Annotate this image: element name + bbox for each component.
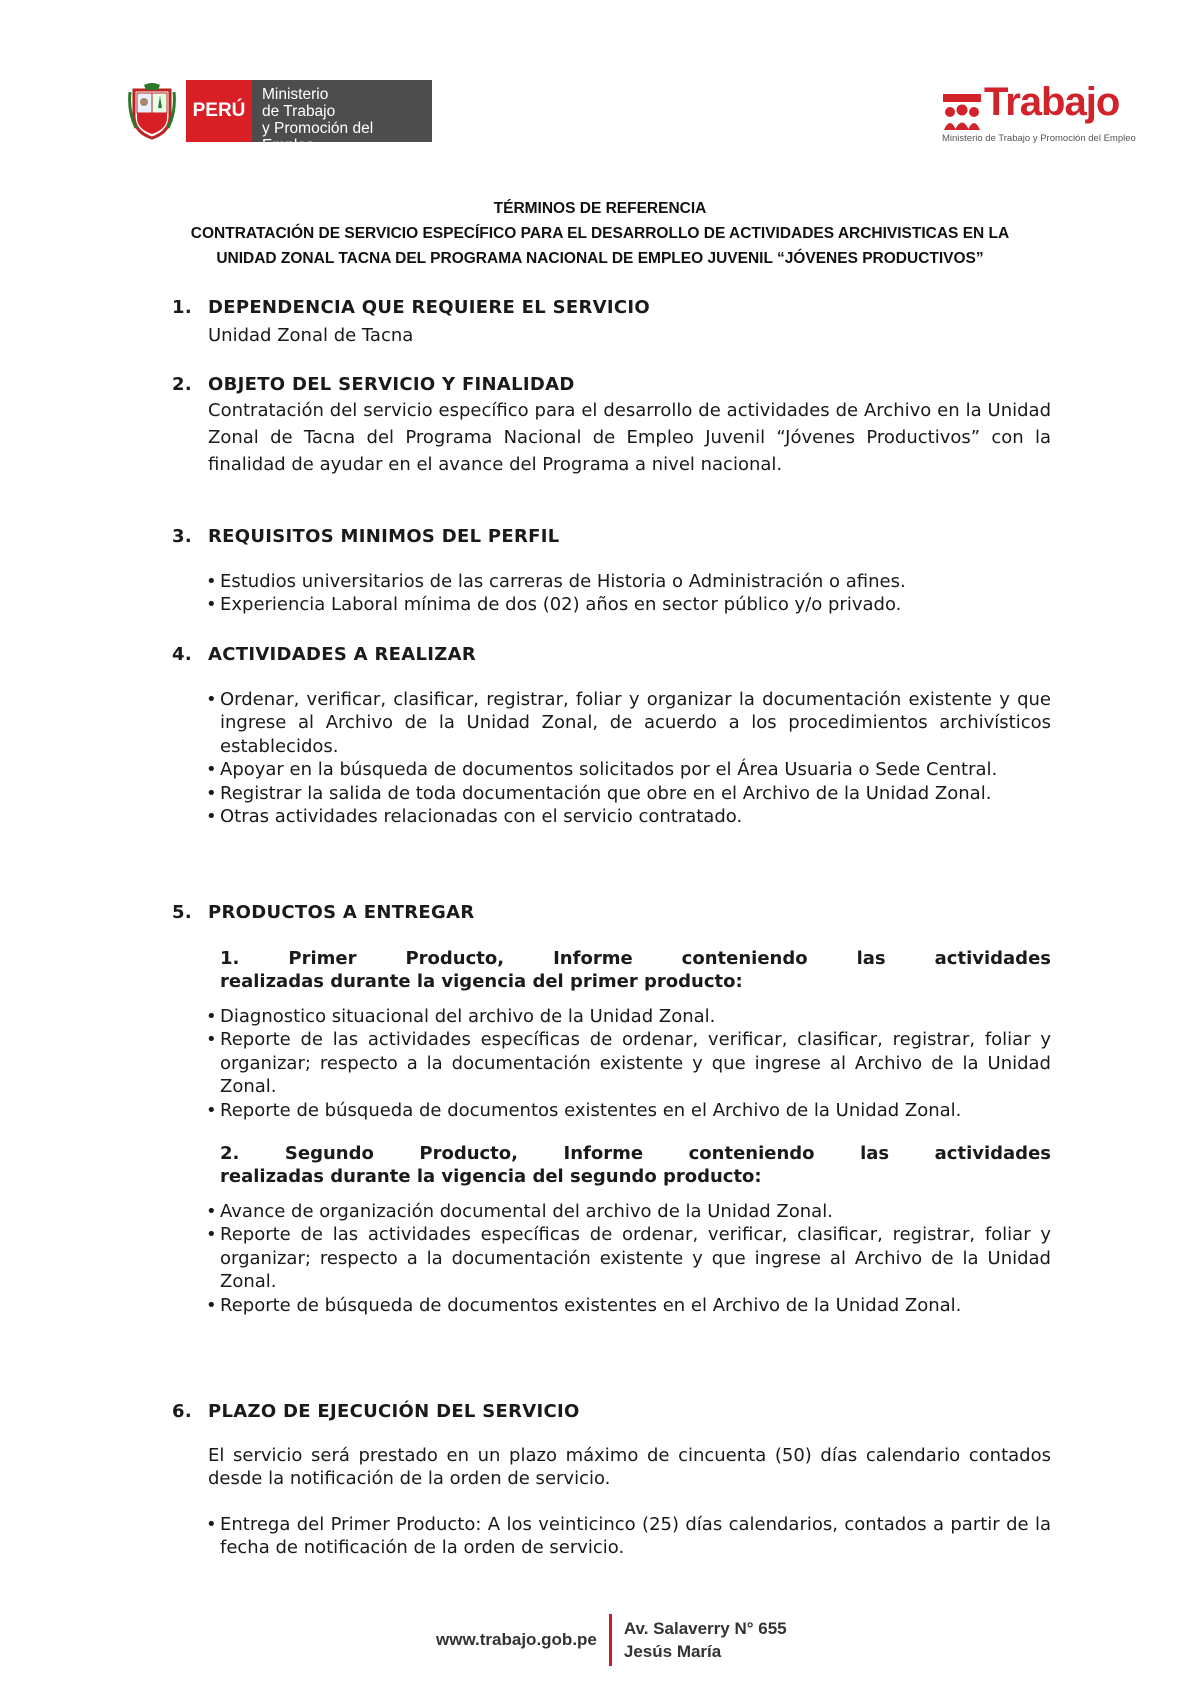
footer-address: Av. Salaverry N° 655 Jesús María bbox=[623, 1619, 787, 1661]
section-heading: DEPENDENCIA QUE REQUIERE EL SERVICIO bbox=[208, 297, 650, 318]
activities-list bbox=[208, 688, 1051, 828]
section-heading: PLAZO DE EJECUCIÓN DEL SERVICIO bbox=[208, 1401, 580, 1422]
section-productos: 5. PRODUCTOS A ENTREGAR 1. Primer Producto, Informe conteniendo las actividades realizadas durante la vigencia del primer producto: • Diagnostico situacional del archivo de la Unidad Zonal. • Reporte de las actividades específicas de ordenar, verificar, clasificar, registrar, foliar y organizar; respecto a la documentación existente y que ingrese al Archivo de la Unidad Zonal. • Reporte de búsqueda de documentos existentes en el Archivo de la Unidad Zonal. 2. Segundo Producto, Informe conteniendo las actividades realizadas durante la vigencia del segundo producto: • Avance de organización documental del archivo de la Unidad Zonal. • Reporte de las actividades específicas de ordenar, verificar, clasificar, registrar, foliar y organizar; respecto a la documentación existente y que ingrese al Archivo de la Unidad Zonal. • Reporte de búsqueda de documentos existentes en el Archivo de la Unidad Zonal. bbox=[208, 901, 1051, 1317]
section-objeto: 2. OBJETO DEL SERVICIO Y FINALIDAD Contratación del servicio específico para el desarrollo de actividades de Archivo en la Unidad Zonal de Tacna del Programa Nacional de Empleo Juvenil “Jóvenes Productivos” con la finalidad de ayudar en el avance del Programa a nivel nacional. bbox=[208, 373, 1051, 478]
requirements-list bbox=[208, 570, 1051, 617]
list-item: • Ordenar, verificar, clasificar, registrar, foliar y organizar la documentación existente y que ingrese al Archivo de la Unidad Zonal, de acuerdo a los procedimientos archivísticos establecidos. bbox=[208, 688, 1051, 758]
title-line-3: UNIDAD ZONAL TACNA DEL PROGRAMA NACIONAL DE EMPLEO JUVENIL “JÓVENES PRODUCTIVOS” bbox=[216, 250, 984, 267]
product-1-heading: 1. Primer Producto, Informe conteniendo las actividades realizadas durante la vigencia del primer producto: bbox=[220, 948, 1051, 992]
section-text: Contratación del servicio específico para el desarrollo de actividades de Archivo en la Unidad Zonal de Tacna del Programa Nacional de Empleo Juvenil “Jóvenes Productivos” con la finalidad de ayudar en el avance del Programa a nivel nacional. bbox=[208, 400, 1051, 475]
list-item: • Reporte de las actividades específicas de ordenar, verificar, clasificar, registrar, foliar y organizar; respecto a la documentación existente y que ingrese al Archivo de la Unidad Zonal. bbox=[208, 1028, 1051, 1098]
document-title bbox=[120, 196, 1080, 271]
website-link[interactable]: www.trabajo.gob.pe bbox=[436, 1630, 597, 1649]
list-item: • Reporte de búsqueda de documentos existentes en el Archivo de la Unidad Zonal. bbox=[208, 1099, 1051, 1122]
title-line-1: TÉRMINOS DE REFERENCIA bbox=[493, 200, 707, 217]
section-requisitos: 3. REQUISITOS MINIMOS DEL PERFIL • Estudios universitarios de las carreras de Historia o Administración o afines. • Experiencia Laboral mínima de dos (02) años en sector público y/o privado. bbox=[208, 525, 1051, 617]
title-line-2: CONTRATACIÓN DE SERVICIO ESPECÍFICO PARA EL DESARROLLO DE ACTIVIDADES ARCHIVISTICAS EN LA bbox=[190, 225, 1010, 242]
product-2-heading: 2. Segundo Producto, Informe conteniendo las actividades realizadas durante la vigencia del segundo producto: bbox=[220, 1143, 1051, 1188]
list-item: • Otras actividades relacionadas con el servicio contratado. bbox=[208, 805, 1051, 828]
trabajo-wordmark: Trabajo bbox=[984, 80, 1120, 124]
people-group-icon bbox=[940, 88, 984, 132]
section-text: El servicio será prestado en un plazo máximo de cincuenta (50) días calendario contados desde la notificación de la orden de servicio. bbox=[208, 1445, 1051, 1490]
list-item: • Reporte de las actividades específicas de ordenar, verificar, clasificar, registrar, foliar y organizar; respecto a la documentación existente y que ingrese al Archivo de la Unidad Zonal. bbox=[208, 1223, 1051, 1293]
section-heading: PRODUCTOS A ENTREGAR bbox=[208, 902, 475, 923]
section-text: Unidad Zonal de Tacna bbox=[208, 325, 414, 346]
trabajo-logo bbox=[940, 80, 1136, 146]
footer-divider bbox=[609, 1614, 612, 1666]
coat-of-arms-icon bbox=[128, 82, 176, 140]
page-header bbox=[0, 0, 1200, 160]
ministry-name: Ministerio de Trabajo y Promoción del Empleo bbox=[252, 80, 432, 142]
list-item: • Entrega del Primer Producto: A los veinticinco (25) días calendarios, contados a partir de la fecha de notificación de la orden de servicio. bbox=[208, 1513, 1051, 1560]
section-plazo: 6. PLAZO DE EJECUCIÓN DEL SERVICIO El servicio será prestado en un plazo máximo de cincuenta (50) días calendario contados desde la notificación de la orden de servicio. • Entrega del Primer Producto: A los veinticinco (25) días calendarios, contados a partir de la fecha de notificación de la orden de servicio. bbox=[208, 1400, 1051, 1560]
list-item: • Experiencia Laboral mínima de dos (02) años en sector público y/o privado. bbox=[208, 593, 1051, 616]
peru-label: PERÚ bbox=[186, 80, 252, 142]
section-actividades: 4. ACTIVIDADES A REALIZAR • Ordenar, verificar, clasificar, registrar, foliar y organizar la documentación existente y que ingrese al Archivo de la Unidad Zonal, de acuerdo a los procedimientos archivísticos establecidos. • Apoyar en la búsqueda de documentos solicitados por el Área Usuaria o Sede Central. • Registrar la salida de toda documentación que obre en el Archivo de la Unidad Zonal. • Otras actividades relacionadas con el servicio contratado. bbox=[208, 643, 1051, 828]
list-item: • Reporte de búsqueda de documentos existentes en el Archivo de la Unidad Zonal. bbox=[208, 1294, 1051, 1317]
list-item: • Avance de organización documental del archivo de la Unidad Zonal. bbox=[208, 1200, 1051, 1223]
section-heading: ACTIVIDADES A REALIZAR bbox=[208, 644, 476, 665]
deadline-list bbox=[208, 1513, 1051, 1560]
list-item: • Apoyar en la búsqueda de documentos solicitados por el Área Usuaria o Sede Central. bbox=[208, 758, 1051, 781]
section-heading: OBJETO DEL SERVICIO Y FINALIDAD bbox=[208, 374, 575, 395]
product-1-list bbox=[208, 1005, 1051, 1122]
product-2-list bbox=[208, 1200, 1051, 1317]
peru-ministry-logo bbox=[128, 80, 432, 154]
list-item: • Registrar la salida de toda documentación que obre en el Archivo de la Unidad Zonal. bbox=[208, 782, 1051, 805]
page-footer bbox=[436, 1614, 787, 1666]
trabajo-subtitle: Ministerio de Trabajo y Promoción del Empleo bbox=[942, 133, 1136, 144]
list-item: • Diagnostico situacional del archivo de la Unidad Zonal. bbox=[208, 1005, 1051, 1028]
section-dependencia: 1. DEPENDENCIA QUE REQUIERE EL SERVICIO Unidad Zonal de Tacna bbox=[208, 296, 1051, 349]
section-heading: REQUISITOS MINIMOS DEL PERFIL bbox=[208, 526, 560, 547]
list-item: • Estudios universitarios de las carreras de Historia o Administración o afines. bbox=[208, 570, 1051, 593]
